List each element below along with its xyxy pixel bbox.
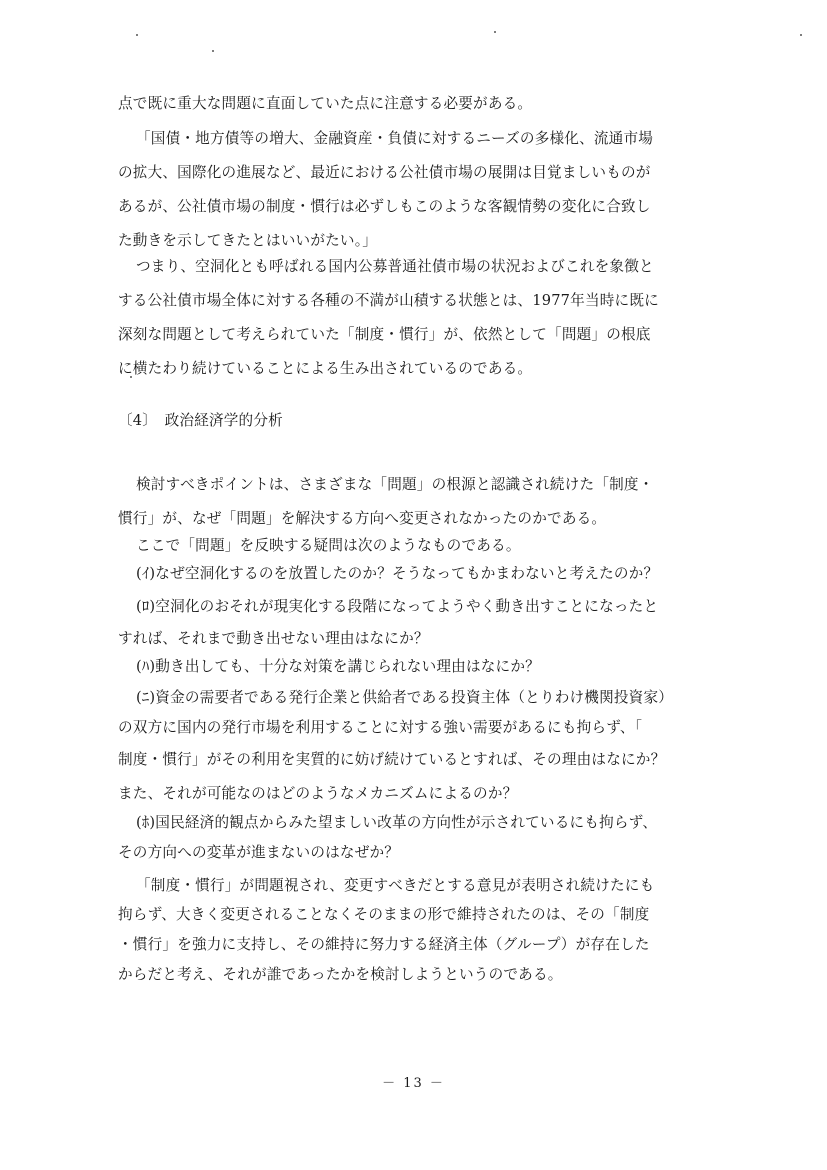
analysis-line: (ｲ)なぜ空洞化するのを放置したのか？そうなってもかまわないと考えたのか？ [136,565,659,582]
body-line: た動きを示してきたとはいいがたい。」 [118,232,377,249]
analysis-line: (ﾊ)動き出しても、十分な対策を講じられない理由はなにか？ [136,658,540,675]
body-line: に横たわり続けていることによる生み出されているのである。 [118,360,533,377]
body-line: つまり、空洞化とも呼ばれる国内公募普通社債市場の状況およびこれを象徴と [136,258,654,275]
body-line: 点で既に重大な問題に直面していた点に注意する必要がある。 [118,95,533,112]
scan-speck [494,31,496,33]
analysis-line: その方向への変革が進まないのはなぜか？ [118,844,400,861]
analysis-line: ここで「問題」を反映する疑問は次のようなものである。 [136,537,521,554]
analysis-line: 拘らず、大きく変更されることなくそのままの形で維持されたのは、その「制度 [118,906,650,923]
analysis-line: 「制度・慣行」が問題視され、変更すべきだとする意見が表明され続けたにも [136,877,655,894]
section-heading: 〔4〕 政治経済学的分析 [118,412,283,429]
scan-speck [136,34,138,36]
analysis-line: すれば、それまで動き出せない理由はなにか？ [118,630,429,647]
analysis-line: 慣行」が、なぜ「問題」を解決する方向へ変更されなかったのかである。 [118,510,607,527]
body-line: する公社債市場全体に対する各種の不満が山積する状態とは、1977年当時に既に [118,292,659,309]
analysis-line: からだと考え、それが誰であったかを検討しようというのである。 [118,966,563,983]
analysis-line: の双方に国内の発行市場を利用することに対する強い需要があるにも拘らず、「 [118,719,643,736]
body-line: あるが、公社債市場の制度・慣行は必ずしもこのような客観情勢の変化に合致し [118,198,651,215]
analysis-line: ・慣行」を強力に支持し、その維持に努力する経済主体（グループ）が存在した [118,936,650,953]
page-number: － 13 － [382,1076,445,1091]
body-line: 「国債・地方債等の増大、金融資産・負債に対するニーズの多様化、流通市場 [136,130,654,147]
scan-speck [800,34,802,36]
body-line: 深刻な問題として考えられていた「制度・慣行」が、依然として「問題」の根底 [118,326,651,343]
scan-speck [212,50,214,52]
analysis-line: (ﾎ)国民経済的観点からみた望ましい改革の方向性が示されているにも拘らず、 [136,814,658,831]
body-line: の拡大、国際化の進展など、最近における公社債市場の展開は目覚ましいものが [118,164,651,181]
analysis-line: 制度・慣行」がその利用を実質的に妨げ続けているとすれば、その理由はなにか？ [118,751,666,768]
analysis-line: (ﾛ)空洞化のおそれが現実化する段階になってようやく動き出すことになったと [136,598,659,615]
analysis-line: 検討すべきポイントは、さまざまな「問題」の根源と認識され続けた「制度・ [136,476,654,493]
analysis-line: また、それが可能なのはどのようなメカニズムによるのか？ [118,785,518,802]
analysis-line: (ﾆ)資金の需要者である発行企業と供給者である投資主体（とりわけ機関投資家） [136,689,674,706]
